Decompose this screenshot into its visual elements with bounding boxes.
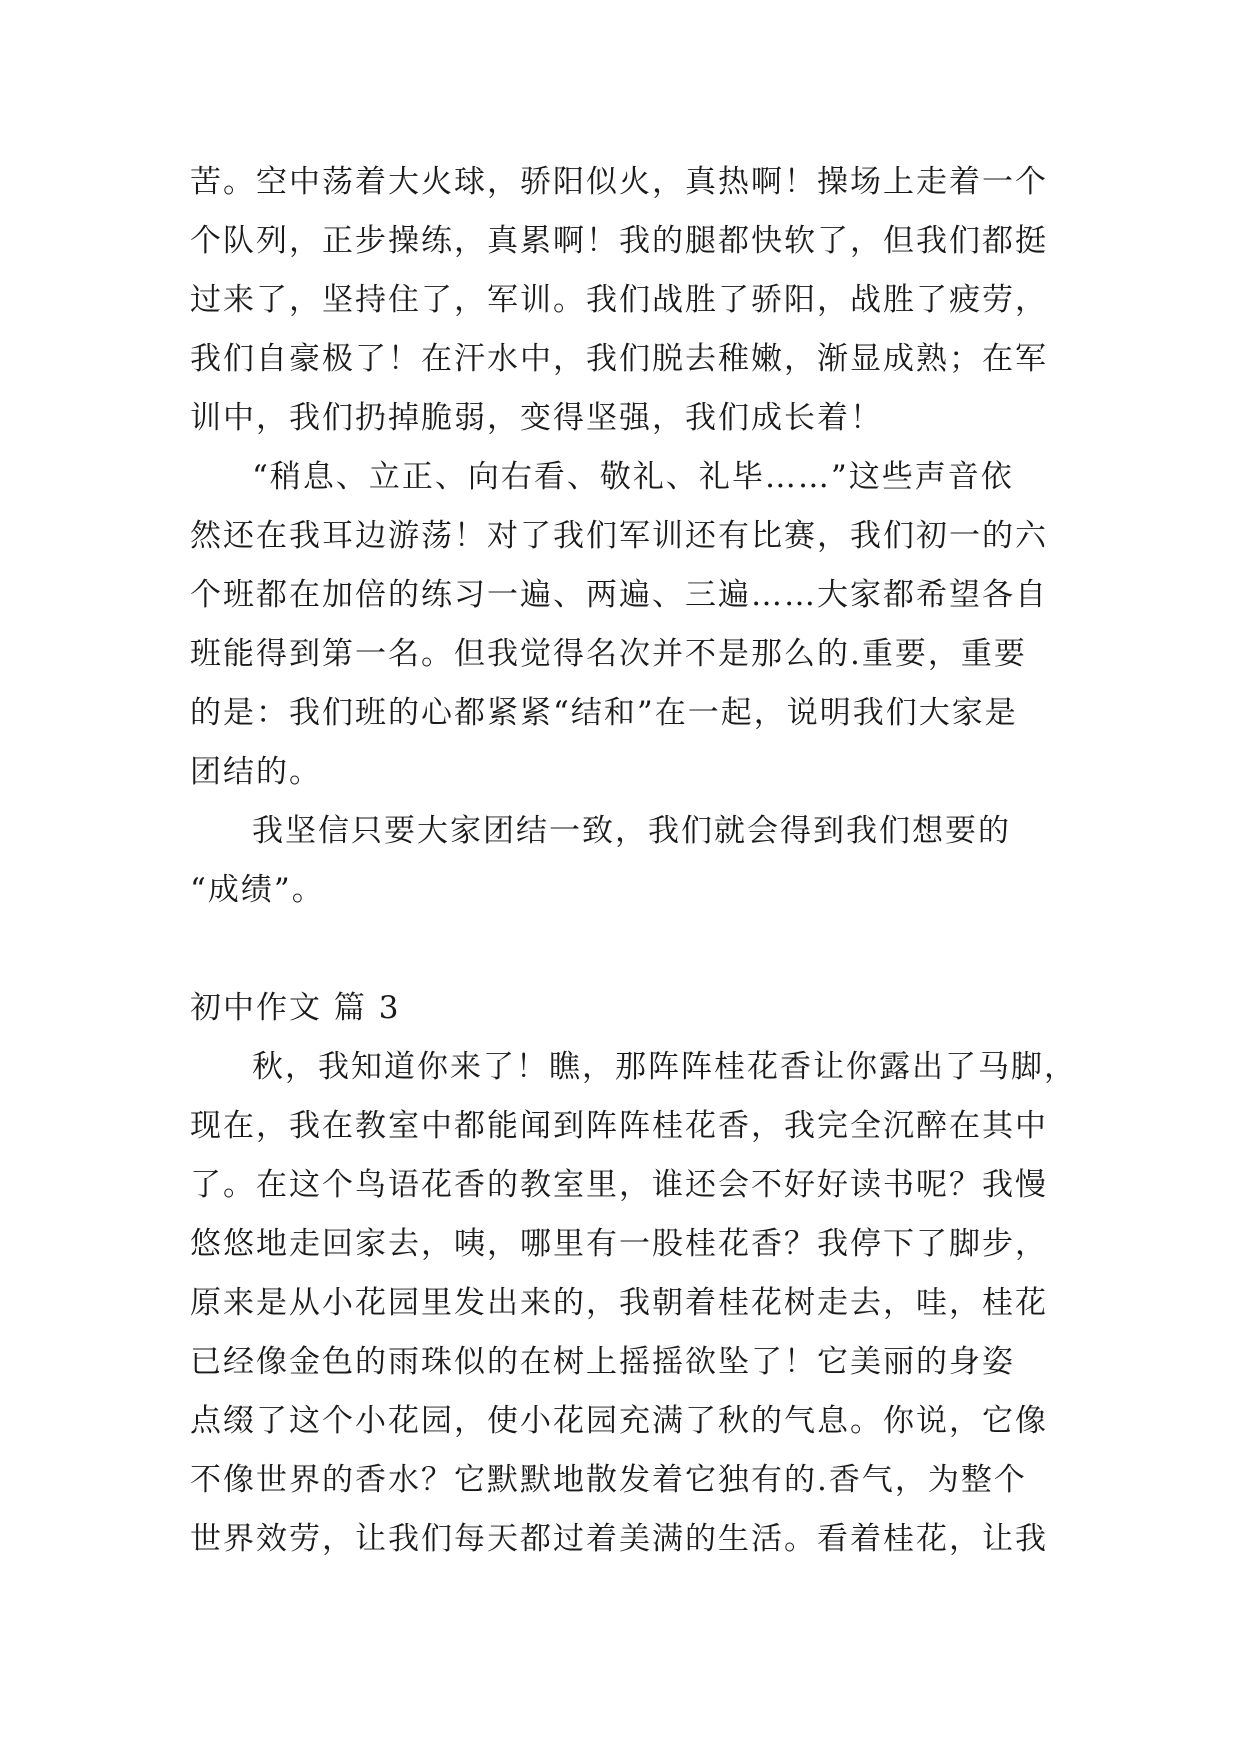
text-line: 点缀了这个小花园，使小花园充满了秋的气息。你说，它像 (190, 1403, 1048, 1439)
text-line: 苦。空中荡着大火球，骄阳似火，真热啊！操场上走着一个 (190, 164, 1048, 200)
paragraph-military-training-3 (190, 802, 1060, 920)
text-line: 团结的。 (190, 754, 322, 790)
text-line: 悠悠地走回家去，咦，哪里有一股桂花香？我停下了脚步， (190, 1226, 1048, 1262)
text-line: 我们自豪极了！在汗水中，我们脱去稚嫩，渐显成熟；在军 (190, 341, 1048, 377)
text-line: 世界效劳，让我们每天都过着美满的生活。看着桂花，让我 (190, 1521, 1048, 1557)
text-line: 的是：我们班的心都紧紧“结和”在一起，说明我们大家是 (190, 695, 1018, 731)
section-heading: 初中作文 篇 3 (190, 990, 401, 1026)
paragraph-autumn-osmanthus (190, 1038, 1077, 1569)
text-line: 个队列，正步操练，真累啊！我的腿都快软了，但我们都挺 (190, 223, 1048, 259)
blank-line (190, 920, 1060, 979)
paragraph-military-training-2 (190, 448, 1060, 802)
document-body (190, 153, 1077, 1569)
text-line: 现在，我在教室中都能闻到阵阵桂花香，我完全沉醉在其中 (190, 1108, 1048, 1144)
text-line: 过来了，坚持住了，军训。我们战胜了骄阳，战胜了疲劳， (190, 282, 1048, 318)
text-line: 原来是从小花园里发出来的，我朝着桂花树走去，哇，桂花 (190, 1285, 1048, 1321)
text-line: 不像世界的香水？它默默地散发着它独有的.香气，为整个 (190, 1462, 1027, 1498)
text-line: 已经像金色的雨珠似的在树上摇摇欲坠了！它美丽的身姿 (190, 1344, 1015, 1380)
text-line: 班能得到第一名。但我觉得名次并不是那么的.重要，重要 (190, 636, 1027, 672)
text-line: “成绩”。 (190, 872, 325, 908)
text-line: 训中，我们扔掉脆弱，变得坚强，我们成长着！ (190, 400, 883, 436)
text-line: 秋，我知道你来了！瞧，那阵阵桂花香让你露出了马脚， (252, 1049, 1077, 1085)
paragraph-military-training-1 (190, 153, 1060, 448)
text-line: 了。在这个鸟语花香的教室里，谁还会不好好读书呢？我慢 (190, 1167, 1048, 1203)
text-line: 我坚信只要大家团结一致，我们就会得到我们想要的 (252, 813, 1011, 849)
text-line: 个班都在加倍的练习一遍、两遍、三遍……大家都希望各自 (190, 577, 1048, 613)
text-line: 然还在我耳边游荡！对了我们军训还有比赛，我们初一的六 (190, 518, 1048, 554)
text-line: “稍息、立正、向右看、敬礼、礼毕……”这些声音依 (252, 459, 1014, 495)
